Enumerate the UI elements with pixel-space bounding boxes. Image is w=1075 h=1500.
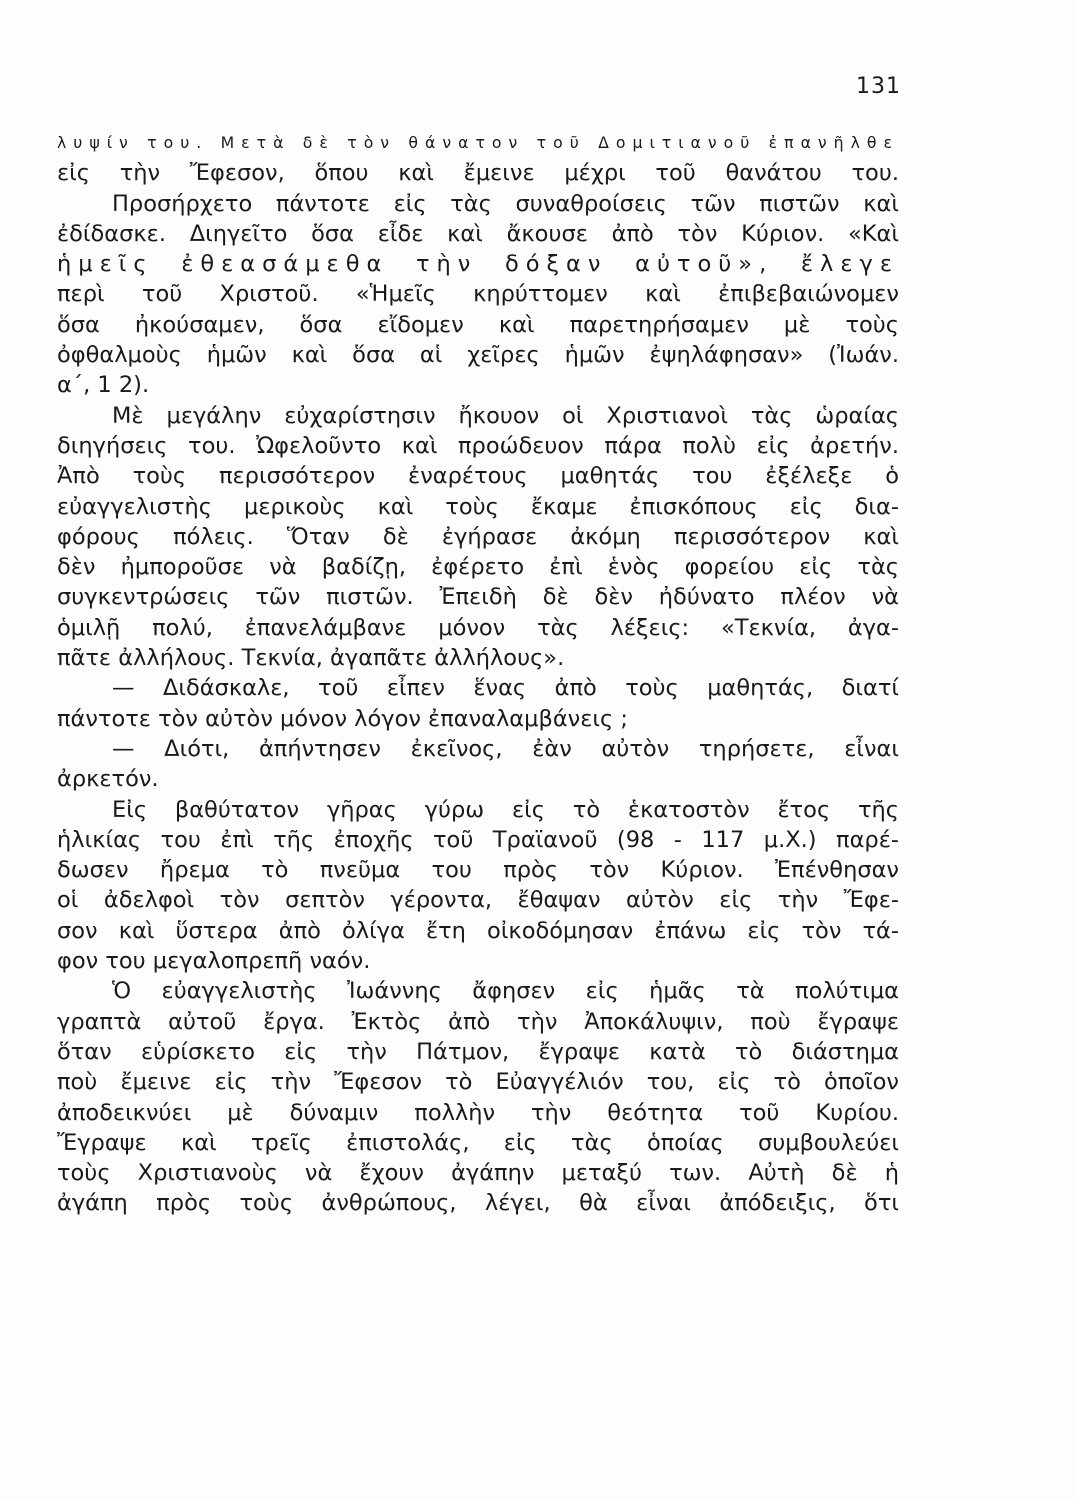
text-line: εὐαγγελιστὴς μερικοὺς καὶ τοὺς ἔκαμε ἐπισκόπους εἰς δια- <box>57 493 899 520</box>
text-line: γραπτὰ αὐτοῦ ἔργα. Ἐκτὸς ἀπὸ τὴν Ἀποκάλυψιν, ποὺ ἔγραψε <box>57 1008 899 1035</box>
text-line: ἀποδεικνύει μὲ δύναμιν πολλὴν τὴν θεότητα τοῦ Κυρίου. <box>57 1099 899 1126</box>
text-line: τοὺς Χριστιανοὺς νὰ ἔχουν ἀγάπην μεταξύ των. Αὐτὴ δὲ ἡ <box>57 1160 899 1187</box>
text-line: συγκεντρώσεις τῶν πιστῶν. Ἐπειδὴ δὲ δὲν ἠδύνατο πλέον νὰ <box>57 584 899 611</box>
text-line: λυψίν του. Μετὰ δὲ τὸν θάνατον τοῦ Δομιτιανοῦ ἐπανῆλθε <box>57 133 899 152</box>
text-line: δὲν ἠμποροῦσε νὰ βαδίζῃ, ἐφέρετο ἐπὶ ἑνὸς φορείου εἰς τὰς <box>57 554 899 581</box>
text-line: φόρους πόλεις. Ὅταν δὲ ἐγήρασε ἀκόμη περισσότερον καὶ <box>57 523 899 550</box>
text-line: δωσεν ἤρεμα τὸ πνεῦμα του πρὸς τὸν Κύριον. Ἐπένθησαν <box>57 857 899 884</box>
text-line: Ἔγραψε καὶ τρεῖς ἐπιστολάς, εἰς τὰς ὁποίας συμβουλεύει <box>57 1129 899 1156</box>
text-line: σον καὶ ὕστερα ἀπὸ ὀλίγα ἔτη οἰκοδόμησαν ἐπάνω εἰς τὸν τά- <box>57 917 899 944</box>
text-line: φον του μεγαλοπρεπῆ ναόν. <box>57 948 371 975</box>
text-line: πάντοτε τὸν αὐτὸν μόνον λόγον ἐπαναλαμβάνεις ; <box>57 705 628 732</box>
text-line: οἱ ἀδελφοὶ τὸν σεπτὸν γέροντα, ἔθαψαν αὐτὸν εἰς τὴν Ἔφε- <box>57 887 899 914</box>
text-line: εἰς τὴν Ἔφεσον, ὅπου καὶ ἔμεινε μέχρι τοῦ θανάτου του. <box>57 160 899 187</box>
paragraph-start-line: Προσήρχετο πάντοτε εἰς τὰς συναθροίσεις τῶν πιστῶν καὶ <box>112 190 899 217</box>
dialogue-line: — Διδάσκαλε, τοῦ εἶπεν ἕνας ἀπὸ τοὺς μαθητάς, διατί <box>112 675 899 702</box>
text-line-spaced-quote: ἡμεῖς ἐθεασάμεθα τὴν δόξαν αὐτοῦ», ἔλεγε <box>57 251 899 278</box>
text-line: διηγήσεις του. Ὠφελοῦντο καὶ προώδευον πάρα πολὺ εἰς ἀρετήν. <box>57 432 899 459</box>
text-line: ποὺ ἔμεινε εἰς τὴν Ἔφεσον τὸ Εὐαγγέλιόν του, εἰς τὸ ὁποῖον <box>57 1069 899 1096</box>
paragraph-start-line: Εἰς βαθύτατον γῆρας γύρω εἰς τὸ ἑκατοστὸν ἔτος τῆς <box>112 796 899 823</box>
text-line: ἀγάπη πρὸς τοὺς ἀνθρώπους, λέγει, θὰ εἶναι ἀπόδειξις, ὅτι <box>57 1190 899 1217</box>
text-line: πᾶτε ἀλλήλους. Τεκνία, ἀγαπᾶτε ἀλλήλους». <box>57 645 565 672</box>
text-line: Ἀπὸ τοὺς περισσότερον ἐναρέτους μαθητάς του ἐξέλεξε ὁ <box>57 463 899 490</box>
text-line: α΄, 1 2). <box>57 372 150 399</box>
text-line: ὀφθαλμοὺς ἡμῶν καὶ ὅσα αἱ χεῖρες ἡμῶν ἐψηλάφησαν» (Ἰωάν. <box>57 342 899 369</box>
text-line: ἐδίδασκε. Διηγεῖτο ὅσα εἶδε καὶ ἄκουσε ἀπὸ τὸν Κύριον. «Καὶ <box>57 220 899 247</box>
paragraph-start-line: Μὲ μεγάλην εὐχαρίστησιν ἤκουον οἱ Χριστιανοὶ τὰς ὡραίας <box>112 402 899 429</box>
body-text <box>57 128 899 1219</box>
text-line: ὅσα ἠκούσαμεν, ὅσα εἴδομεν καὶ παρετηρήσαμεν μὲ τοὺς <box>57 311 899 338</box>
paragraph-start-line: Ὁ εὐαγγελιστὴς Ἰωάννης ἄφησεν εἰς ἡμᾶς τὰ πολύτιμα <box>112 978 899 1005</box>
text-line: ὁμιλῇ πολύ, ἐπανελάμβανε μόνον τὰς λέξεις: «Τεκνία, ἀγα- <box>57 614 899 641</box>
page-number: 131 <box>856 74 901 99</box>
text-line: ὅταν εὑρίσκετο εἰς τὴν Πάτμον, ἔγραψε κατὰ τὸ διάστημα <box>57 1038 899 1065</box>
text-line: περὶ τοῦ Χριστοῦ. «Ἡμεῖς κηρύττομεν καὶ ἐπιβεβαιώνομεν <box>57 281 899 308</box>
text-line: ἡλικίας του ἐπὶ τῆς ἐποχῆς τοῦ Τραϊανοῦ (98 - 117 μ.Χ.) παρέ- <box>57 826 899 853</box>
dialogue-line: — Διότι, ἀπήντησεν ἐκεῖνος, ἐὰν αὐτὸν τηρήσετε, εἶναι <box>112 735 899 762</box>
text-line: ἀρκετόν. <box>57 766 159 793</box>
